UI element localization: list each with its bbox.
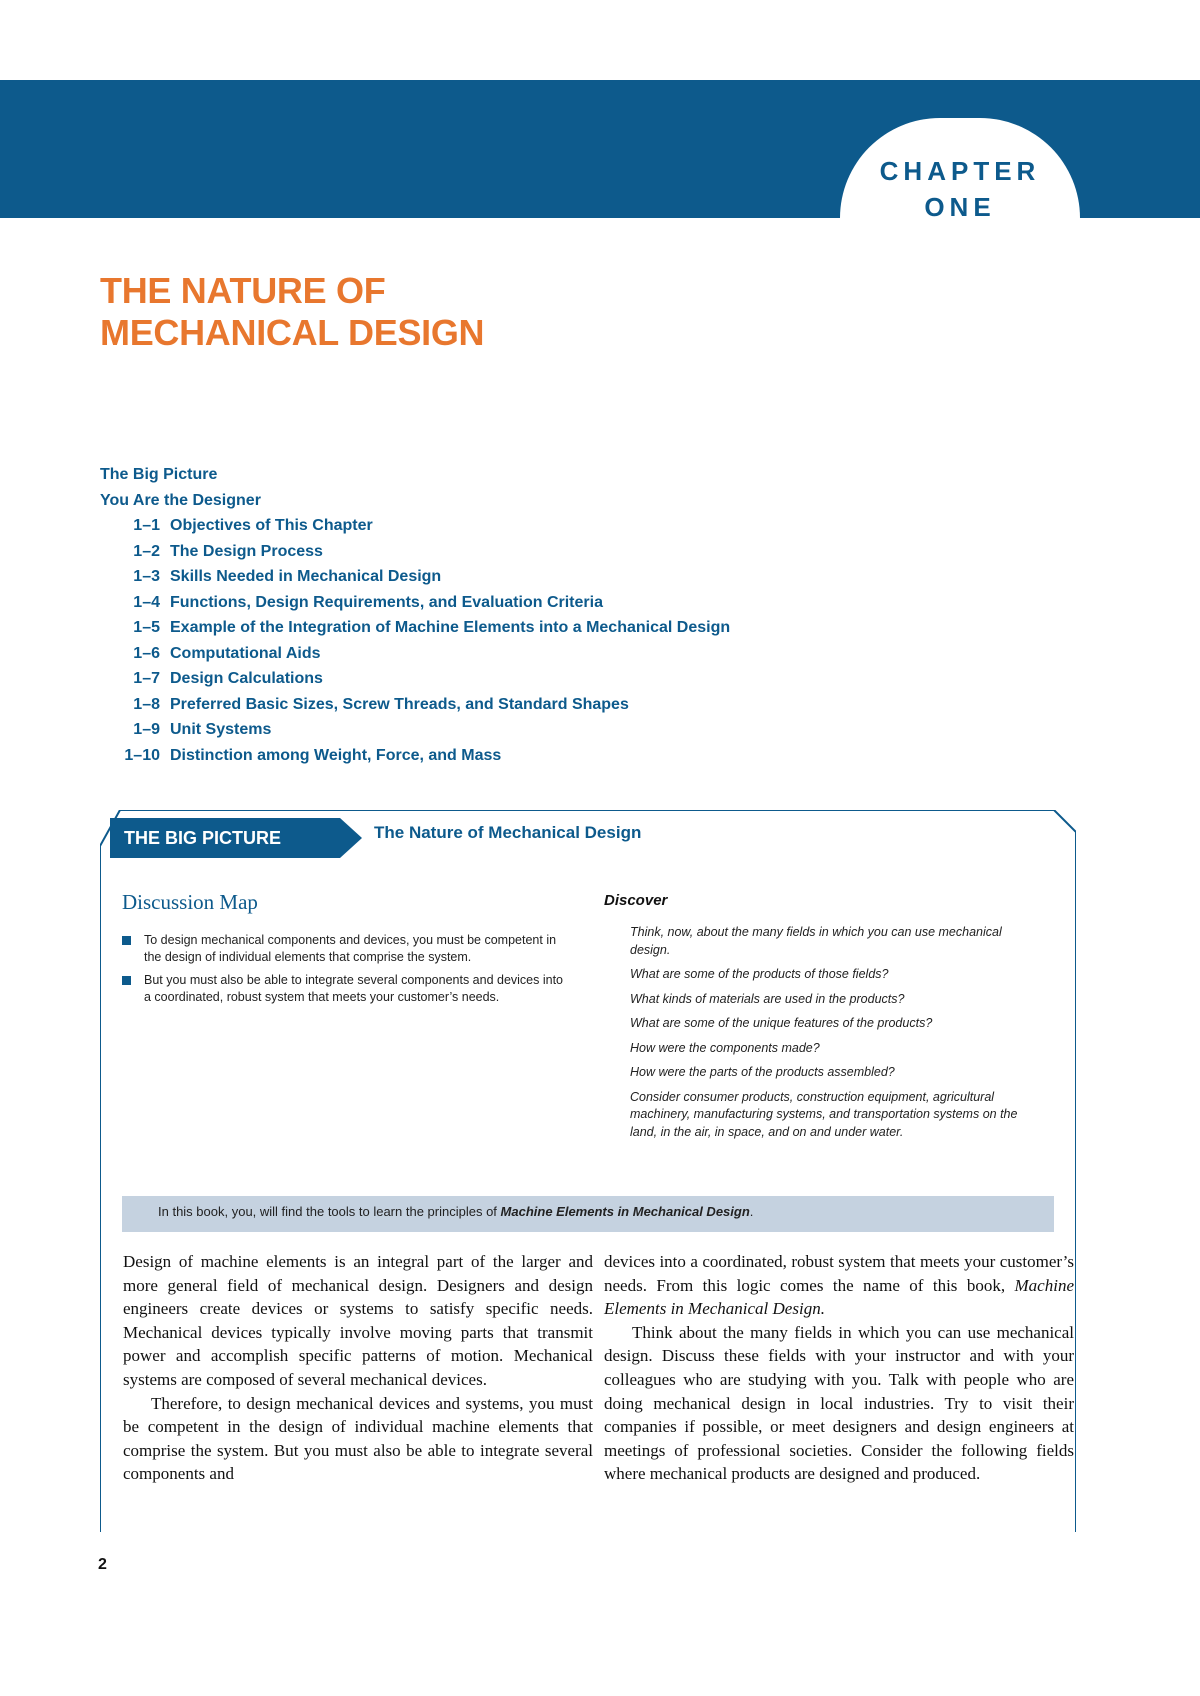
body-text: devices into a coordinated, robust system that meets your customer’s needs. From this logic comes the name of this book, xyxy=(604,1252,1074,1295)
toc-item-number: 1–9 xyxy=(133,721,160,738)
toc-item-label: Objectives of This Chapter xyxy=(170,517,373,534)
page-number: 2 xyxy=(98,1556,107,1573)
toc-item-label: Preferred Basic Sizes, Screw Threads, and Standard Shapes xyxy=(170,695,629,713)
toc-item-label: Skills Needed in Mechanical Design xyxy=(170,568,442,585)
toc-intro-big-picture[interactable]: The Big Picture xyxy=(100,466,218,483)
discover-title: Discover xyxy=(604,892,668,909)
toc-item[interactable] xyxy=(100,641,730,667)
discover-item: What kinds of materials are used in the products? xyxy=(630,991,905,1006)
discussion-map-item xyxy=(122,932,572,966)
toc-item[interactable] xyxy=(100,615,730,641)
toc-item[interactable] xyxy=(100,513,730,539)
discover-item: How were the parts of the products assembled? xyxy=(630,1065,895,1079)
note-text xyxy=(158,1204,753,1219)
discover-item: What are some of the unique features of the products? xyxy=(630,1016,933,1030)
chapter-title xyxy=(100,270,484,354)
discover-item: Consider consumer products, construction equipment, agricultural machinery, manufacturing systems, and transportation systems on the land, in the air, in space, and on and under water. xyxy=(630,1089,1018,1139)
toc-item[interactable] xyxy=(100,692,730,718)
toc-item[interactable] xyxy=(100,743,730,769)
toc-item-number: 1–8 xyxy=(133,695,160,713)
toc-intro-you-are-designer[interactable]: You Are the Designer xyxy=(100,491,261,509)
body-column-left xyxy=(123,1250,593,1486)
toc-item-number: 1–7 xyxy=(133,670,160,687)
toc-item-label: The Design Process xyxy=(170,542,323,560)
discussion-map-text: But you must also be able to integrate several components and devices into a coordinated, robust system that meets your customer’s needs. xyxy=(144,973,564,1004)
big-picture-tag: THE BIG PICTURE xyxy=(124,828,282,848)
square-bullet-icon xyxy=(122,976,131,985)
big-picture-heading: The Nature of Mechanical Design xyxy=(374,823,642,842)
toc-item-label: Distinction among Weight, Force, and Mass xyxy=(170,746,502,764)
toc-item-label: Unit Systems xyxy=(170,721,272,738)
body-column-right xyxy=(604,1250,1074,1486)
toc-item[interactable] xyxy=(100,564,730,590)
discover-item: How were the components made? xyxy=(630,1040,820,1055)
toc-item-number: 1–5 xyxy=(133,619,160,636)
note-emphasis: Machine Elements in Mechanical Design xyxy=(500,1204,750,1219)
toc-item-number: 1–10 xyxy=(124,746,160,764)
discussion-map-text: To design mechanical components and devices, you must be competent in the design of individual elements that comprise the system. xyxy=(144,933,557,964)
body-paragraph: Design of machine elements is an integral part of the larger and more general field of mechanical design. Designers and design engineers create devices or systems to satisfy specific needs. Mechanical devices typically involve moving parts that transmit power and accomplish specific patterns of motion. Mechanical systems are composed of several mechanical devices. xyxy=(123,1252,593,1389)
toc-item[interactable] xyxy=(100,539,730,565)
square-bullet-icon xyxy=(122,936,131,945)
toc-item[interactable] xyxy=(100,717,730,743)
chapter-title-line1: THE NATURE OF xyxy=(100,270,386,311)
toc-item-number: 1–6 xyxy=(133,644,160,662)
toc-item-label: Functions, Design Requirements, and Evaluation Criteria xyxy=(170,593,603,611)
chapter-title-line2: MECHANICAL DESIGN xyxy=(100,312,485,353)
toc-item-number: 1–3 xyxy=(133,568,160,585)
toc-item-number: 1–4 xyxy=(133,593,160,611)
toc-item-label: Example of the Integration of Machine Elements into a Mechanical Design xyxy=(170,619,731,636)
discussion-map-title: Discussion Map xyxy=(122,890,258,914)
note-suffix: . xyxy=(749,1204,754,1219)
book-title: Machine Elements in Mechanical Design. xyxy=(604,1275,1074,1319)
toc-item-label: Design Calculations xyxy=(170,670,323,687)
toc-item-number: 1–1 xyxy=(133,517,160,534)
discover-item: What are some of the products of those fields? xyxy=(630,967,889,981)
note-prefix: In this book, you, will find the tools to learn the principles of xyxy=(158,1204,501,1219)
chapter-word: CHAPTER xyxy=(879,156,1041,186)
toc-item[interactable] xyxy=(100,666,730,692)
discussion-map-list xyxy=(122,932,572,1012)
body-paragraph: Therefore, to design mechanical devices and systems, you must be competent in the design of individual machine elements that comprise the system. But you must also be able to integrate several components and xyxy=(123,1393,593,1484)
table-of-contents xyxy=(100,462,730,768)
body-paragraph: Think about the many fields in which you can use mechanical design. Discuss these fields with your instructor and with your colleagues who are studying with you. Talk with people who are doing mechanical design in local industries. Try to visit their companies if possible, or meet designers and design engineers at meetings of professional societies. Consider the following fields where mechanical products are designed and produced. xyxy=(604,1322,1074,1484)
discover-list xyxy=(630,924,1030,1148)
discussion-map-item xyxy=(122,972,572,1006)
toc-item-label: Computational Aids xyxy=(170,644,321,662)
body-paragraph xyxy=(604,1250,1074,1321)
toc-item[interactable] xyxy=(100,590,730,616)
chapter-number: ONE xyxy=(924,192,996,222)
toc-item-number: 1–2 xyxy=(133,542,160,560)
discover-item: Think, now, about the many fields in which you can use mechanical design. xyxy=(630,925,1002,957)
